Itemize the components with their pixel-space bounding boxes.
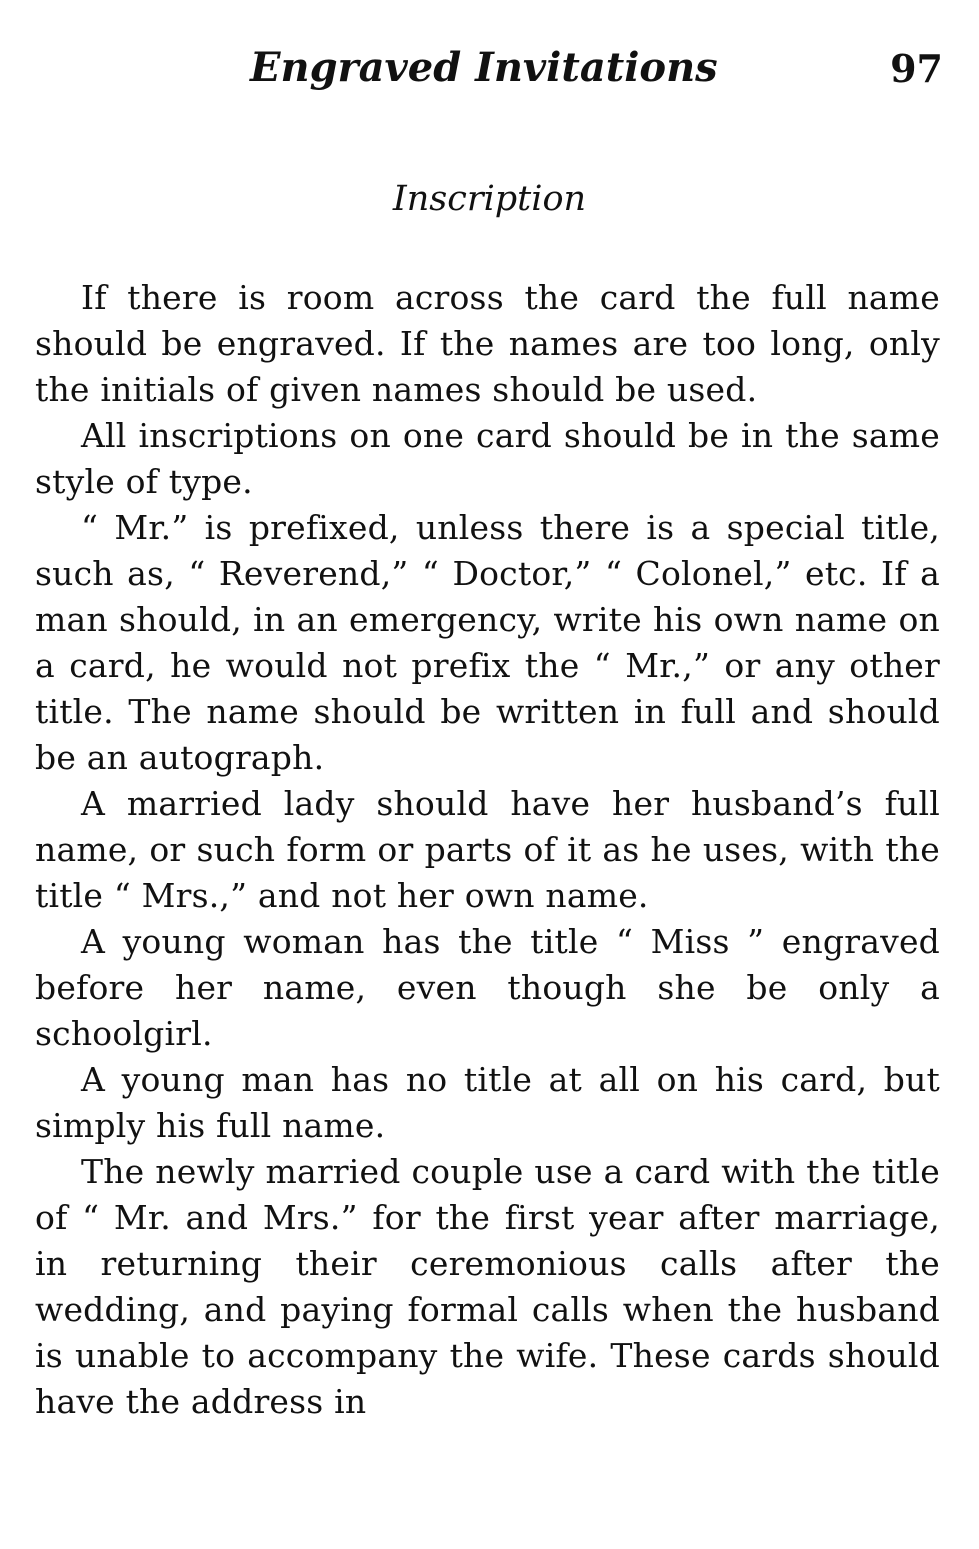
paragraph-newly-married: The newly married couple use a card with the title of “ Mr. and Mrs.” for the first year after marriage, in returning their ceremonious calls after the wedding, and paying formal calls when the husband is unable to accompany the wife. These cards should have the address in: [35, 1152, 940, 1421]
page-number: 97: [890, 46, 943, 91]
paragraph-room-across-card: If there is room across the card the full name should be engraved. If the names are too long, only the initials of given names should be used.: [35, 278, 940, 409]
paragraph-young-man: A young man has no title at all on his card, but simply his full name.: [35, 1060, 940, 1145]
paragraph-mr-prefix: “ Mr.” is prefixed, unless there is a special title, such as, “ Reverend,” “ Doctor,” “ Colonel,” etc. If a man should, in an emergency, write his own name on a card, he would not prefix the “ Mr.,” or any other title. The name should be written in full and should be an autograph.: [35, 508, 940, 777]
running-title: Engraved Invitations: [250, 44, 718, 91]
body-text: [35, 275, 940, 1425]
paragraph-young-woman: A young woman has the title “ Miss ” engraved before her name, even though she be only a schoolgirl.: [35, 922, 940, 1053]
section-title: Inscription: [392, 179, 587, 219]
paragraph-married-lady: A married lady should have her husband’s full name, or such form or parts of it as he uses, with the title “ Mrs.,” and not her own name.: [35, 784, 940, 915]
paragraph-same-style: All inscriptions on one card should be in the same style of type.: [35, 416, 940, 501]
